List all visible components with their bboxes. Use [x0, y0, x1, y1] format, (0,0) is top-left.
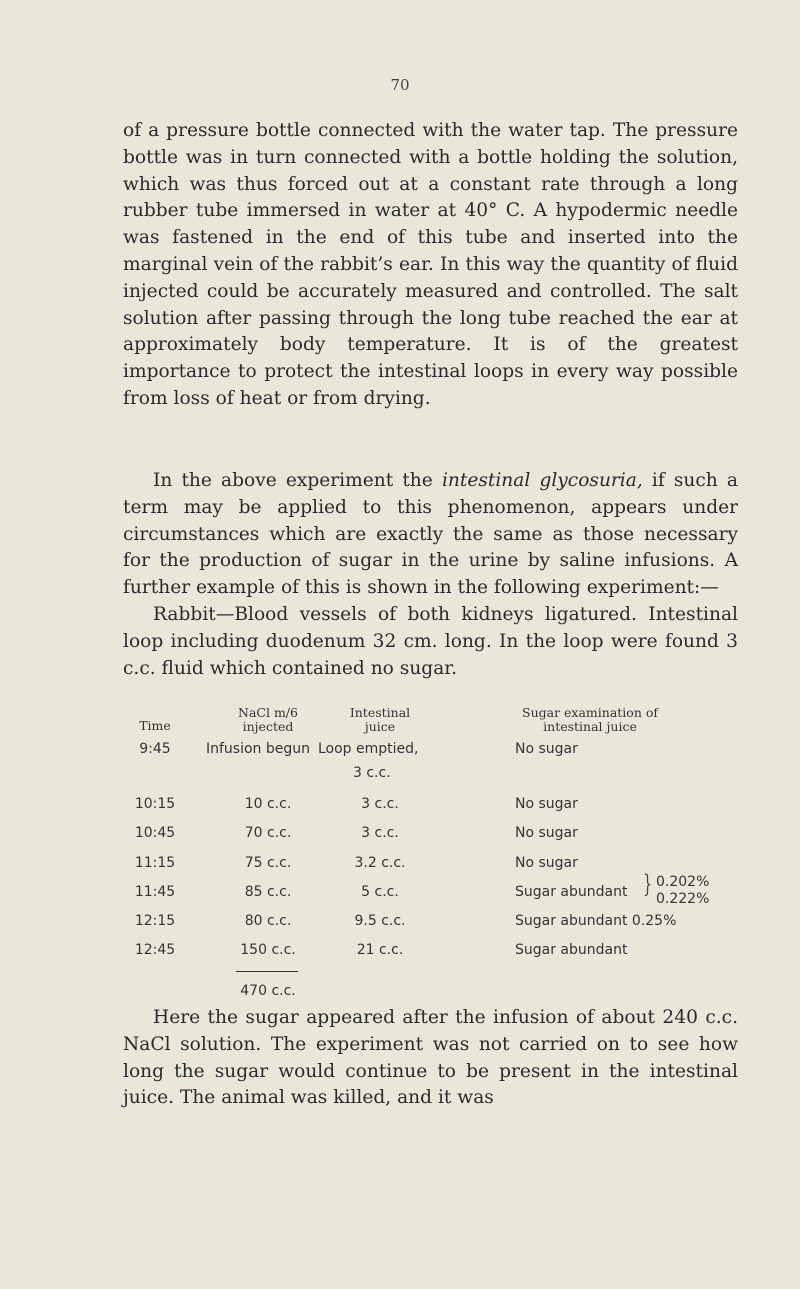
row-7-nacl: 150 c.c.	[240, 942, 296, 958]
row-1-time: 9:45	[139, 741, 171, 757]
row-2-time: 10:15	[134, 796, 176, 812]
row-6-nacl: 80 c.c.	[244, 913, 292, 929]
row-7-sugar: Sugar abundant	[515, 942, 628, 958]
row-4-nacl: 75 c.c.	[244, 855, 292, 871]
paragraph-2-start: In the above experiment the	[153, 470, 442, 491]
row-4-time: 11:15	[134, 855, 176, 871]
header-nacl	[218, 706, 318, 734]
row-5-nacl: 85 c.c.	[244, 884, 292, 900]
paragraph-2-rest: if such a term may be applied to this phenomenon, appears under circumstances which are exactly the same as those necessary for the production of sugar in the urine by saline infusions. A further example of this is shown in the following experiment:—	[123, 470, 739, 599]
row-1-juice-cont: 3 c.c.	[353, 765, 391, 781]
row-1-nacl: Infusion begun	[206, 741, 311, 757]
paragraph-1: of a pressure bottle connected with the water tap. The pressure bottle was in turn connected with a bottle holding the solution, which was thus forced out at a constant rate through a long rubber tube immersed in water at 40° C. A hypodermic needle was fastened in the end of this tube and inserted into the marginal vein of the rabbit’s ear. In this way the quantity of fluid injected could be accurately measured and controlled. The salt solution after passing through the long tube reached the ear at approximately body temperature. It is of the greatest importance to protect the intestinal loops in every way possible from loss of heat or from drying.	[123, 120, 738, 409]
header-nacl-line1: NaCl m/6	[238, 705, 298, 720]
row-7-time: 12:45	[134, 942, 176, 958]
row-5-pct-b: 0.222%	[656, 891, 710, 907]
header-juice-line1: Intestinal	[349, 705, 411, 720]
total-rule	[236, 971, 298, 972]
row-7-juice: 21 c.c.	[356, 942, 404, 958]
row-4-juice: 3.2 c.c.	[354, 855, 406, 871]
row-6-time: 12:15	[134, 913, 176, 929]
row-6-sugar: Sugar abundant 0.25%	[515, 913, 677, 929]
header-time: Time	[139, 718, 171, 733]
row-4-sugar: No sugar	[515, 855, 578, 871]
paragraph-3: Rabbit—Blood vessels of both kidneys ligatured. Intestinal loop including duodenum 32 cm. long. In the loop were found 3 c.c. fluid which contained no sugar.	[123, 604, 738, 679]
header-sugar-line1: Sugar examination of	[522, 705, 658, 720]
header-juice-line2: juice	[364, 719, 396, 734]
row-5-pct-a: 0.202%	[656, 874, 710, 890]
brace: }	[643, 870, 653, 898]
row-5-time: 11:45	[134, 884, 176, 900]
row-3-sugar: No sugar	[515, 825, 578, 841]
row-1-sugar: No sugar	[515, 741, 578, 757]
header-sugar-line2: intestinal juice	[543, 719, 637, 734]
row-1-juice: Loop emptied,	[318, 741, 419, 757]
header-nacl-line2: injected	[242, 719, 294, 734]
paragraph-2-italic-term: intestinal glycosuria,	[441, 470, 643, 491]
row-3-nacl: 70 c.c.	[244, 825, 292, 841]
paragraph-4: Here the sugar appeared after the infusion of about 240 c.c. NaCl solution. The experiment was not carried on to see how long the sugar would continue to be present in the intestinal juice. The animal was killed, and it was	[123, 1007, 738, 1109]
row-3-juice: 3 c.c.	[361, 825, 399, 841]
row-2-juice: 3 c.c.	[361, 796, 399, 812]
page-number: 70	[390, 76, 410, 94]
row-3-time: 10:45	[134, 825, 176, 841]
total-nacl: 470 c.c.	[240, 983, 296, 999]
row-5-sugar: Sugar abundant	[515, 884, 628, 900]
row-2-sugar: No sugar	[515, 796, 578, 812]
header-sugar	[508, 706, 672, 734]
row-6-juice: 9.5 c.c.	[354, 913, 406, 929]
row-2-nacl: 10 c.c.	[244, 796, 292, 812]
header-juice	[330, 706, 430, 734]
paragraph-2	[123, 468, 738, 602]
row-5-juice: 5 c.c.	[361, 884, 399, 900]
